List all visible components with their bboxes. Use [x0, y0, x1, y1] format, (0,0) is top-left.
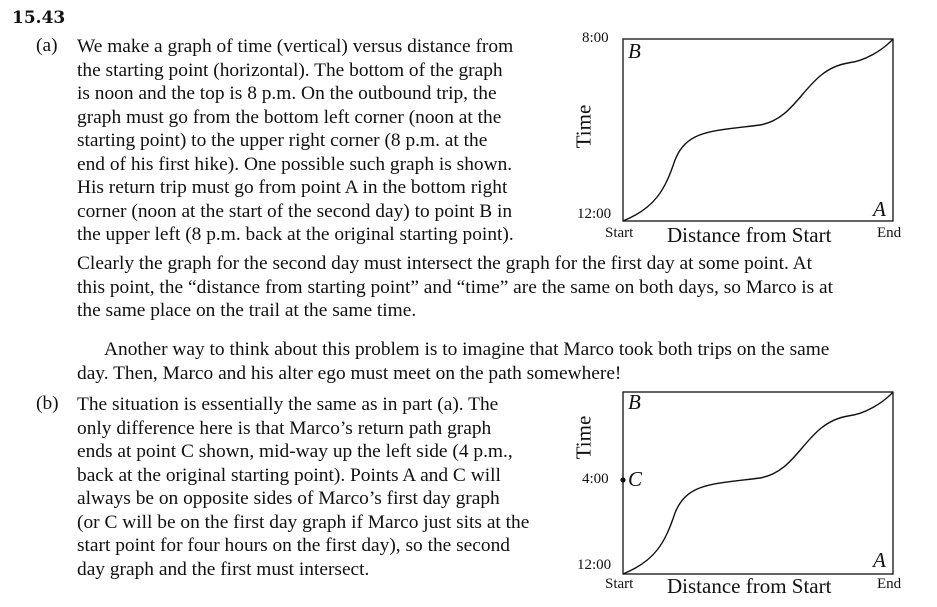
problem-number: 15.43 [12, 8, 66, 28]
x-axis-label: Distance from Start [667, 223, 832, 247]
graph-a-frame [623, 39, 893, 221]
text-line: (or C will be on the first day graph if Marco just sits at the [77, 511, 530, 533]
point-c-marker [620, 477, 625, 482]
part-b-label: (b) [36, 393, 59, 414]
start-label: Start [605, 576, 634, 592]
text-line: The situation is essentially the same as in part (a). The [77, 394, 499, 415]
text-line: this point, the “distance from starting point” and “time” are the same on both days, so Marco is at [77, 276, 834, 298]
tick-8-00: 8:00 [582, 30, 609, 46]
point-c: C [628, 467, 643, 491]
graph-b-frame [623, 392, 893, 574]
text-line: graph must go from the bottom left corner (noon at the [77, 106, 502, 128]
text-line: corner (noon at the start of the second day) to point B in [77, 200, 513, 222]
y-axis-label: Time [571, 415, 596, 460]
part-b-text [77, 393, 529, 581]
first-day-curve [623, 39, 893, 221]
text-line: Another way to think about this problem is to imagine that Marco took both trips on the same [104, 339, 830, 360]
text-line: day graph and the first must intersect. [77, 558, 370, 580]
end-label: End [877, 576, 902, 592]
text-line: Clearly the graph for the second day must intersect the graph for the first day at some point. At [77, 253, 813, 274]
text-line: We make a graph of time (vertical) versus distance from [77, 36, 514, 57]
text-line: the upper left (8 p.m. back at the original starting point). [77, 224, 514, 245]
tick-12-00: 12:00 [577, 206, 612, 222]
graph-a [560, 30, 930, 250]
x-axis-label: Distance from Start [667, 574, 832, 598]
text-line: start point for four hours on the first day), so the second [77, 535, 510, 556]
text-line: ends at point C shown, mid-way up the left side (4 p.m., [77, 441, 513, 462]
part-a-narrow-text [77, 35, 514, 247]
text-line: only difference here is that Marco’s return path graph [77, 417, 492, 439]
part-a-label: (a) [36, 35, 58, 56]
text-line: day. Then, Marco and his alter ego must meet on the path somewhere! [77, 362, 622, 384]
text-line: starting point) to the upper right corner (8 p.m. at the [77, 130, 488, 151]
first-day-curve [623, 392, 893, 574]
graph-b [560, 383, 930, 603]
point-a: A [873, 197, 886, 221]
middle-paragraph [77, 338, 829, 385]
point-b: B [628, 39, 641, 63]
part-a-wide-text [77, 252, 833, 323]
point-a: A [873, 548, 886, 572]
text-line: the same place on the trail at the same time. [77, 300, 417, 321]
text-line: always be on opposite sides of Marco’s first day graph [77, 488, 500, 509]
tick-12-00: 12:00 [577, 557, 612, 573]
tick-4-00: 4:00 [582, 471, 609, 487]
text-line: is noon and the top is 8 p.m. On the outbound trip, the [77, 83, 497, 104]
text-line: back at the original starting point). Points A and C will [77, 464, 501, 486]
point-b: B [628, 390, 641, 414]
text-line: end of his first hike). One possible such graph is shown. [77, 153, 513, 175]
text-line: the starting point (horizontal). The bottom of the graph [77, 59, 503, 81]
text-line: His return trip must go from point A in the bottom right [77, 177, 508, 198]
end-label: End [877, 225, 902, 241]
y-axis-label: Time [571, 104, 596, 149]
start-label: Start [605, 225, 634, 241]
